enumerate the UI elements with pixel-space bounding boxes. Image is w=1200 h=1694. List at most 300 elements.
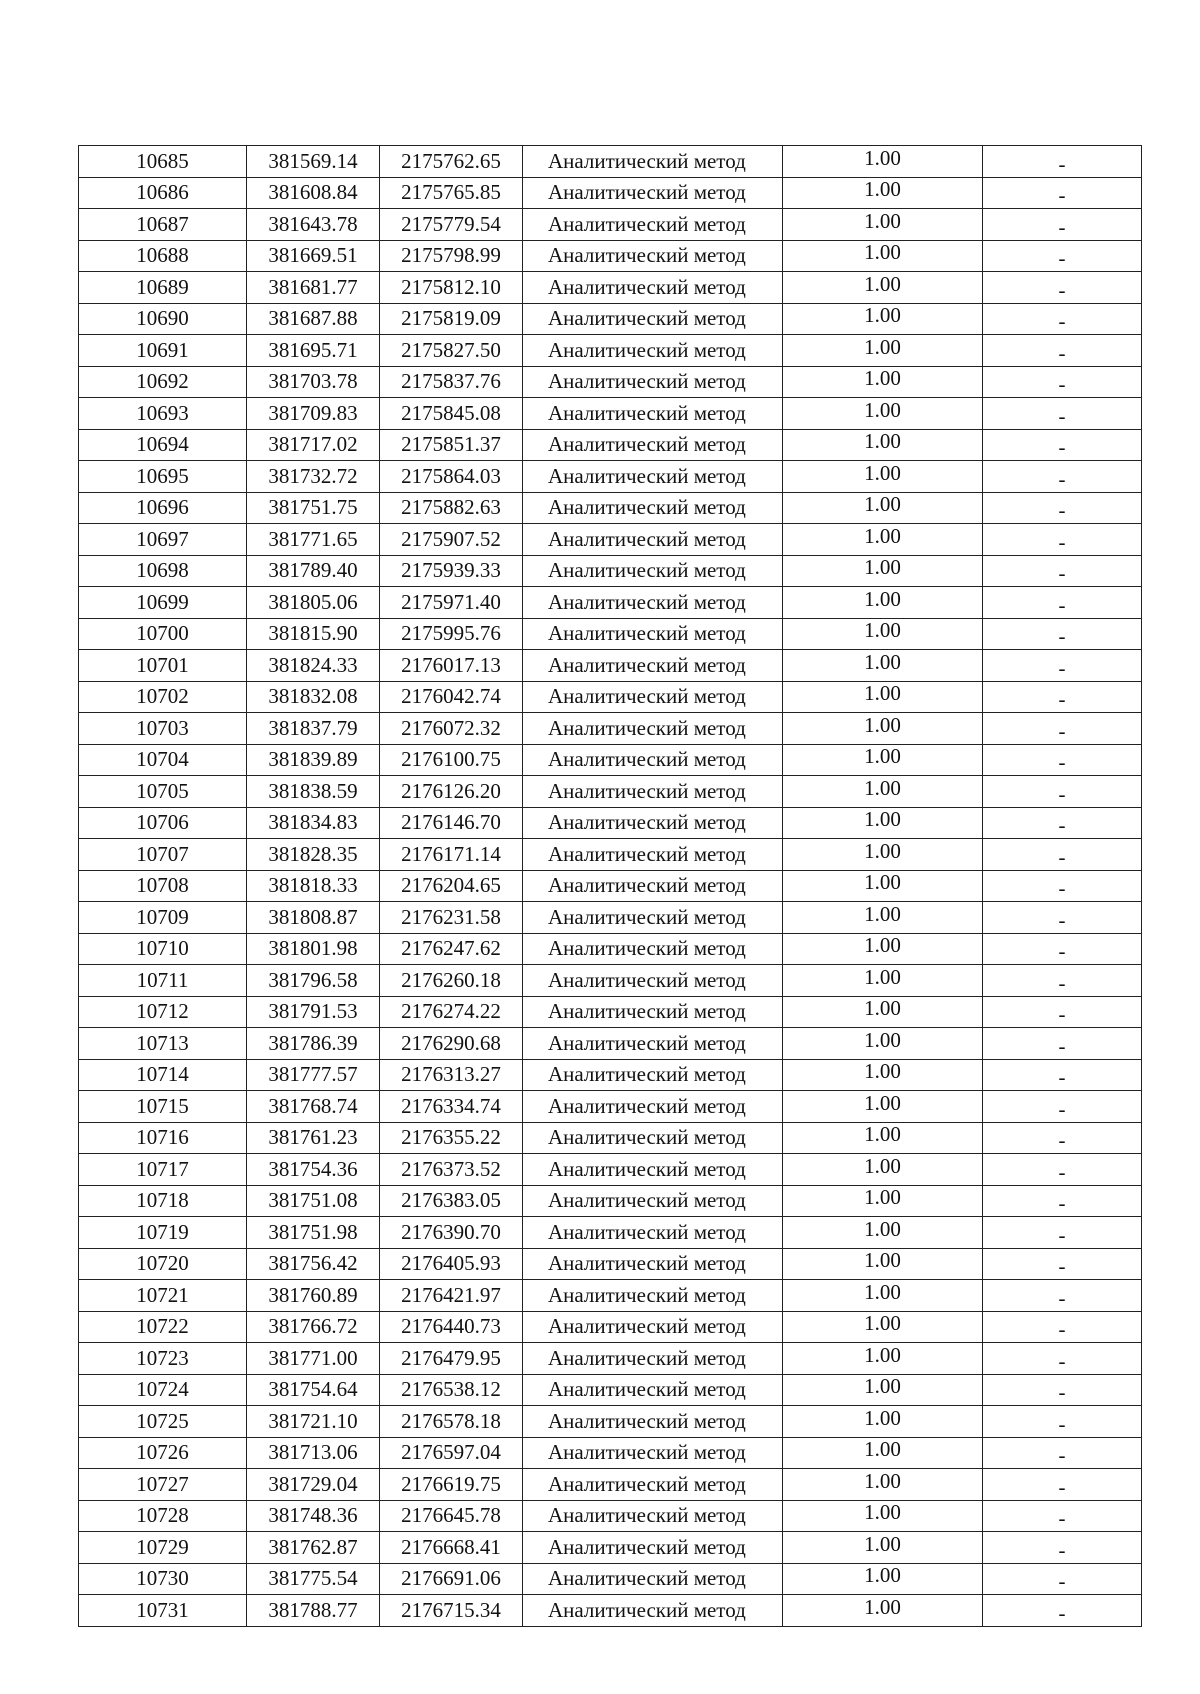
point-number-cell-text: 10719 [136,1219,189,1244]
method-cell [523,1280,783,1312]
point-number-cell-text: 10707 [136,841,189,866]
x-coordinate-cell-text: 381839.89 [268,747,358,772]
y-coordinate-cell [380,902,523,934]
y-coordinate-cell-text: 2175882.63 [401,495,501,520]
table-row [79,461,1142,493]
accuracy-cell [783,713,983,745]
y-coordinate-cell-text: 2176072.32 [401,715,501,740]
point-number-cell-text: 10715 [136,1093,189,1118]
x-coordinate-cell-text: 381751.75 [268,495,358,520]
note-cell-text: - [1058,151,1066,176]
method-cell [523,713,783,745]
method-cell [523,1437,783,1469]
accuracy-cell [783,1563,983,1595]
accuracy-cell [783,681,983,713]
accuracy-cell-text: 1.00 [864,681,901,706]
accuracy-cell-text: 1.00 [864,1216,901,1241]
table-row [79,1469,1142,1501]
table-row [79,965,1142,997]
method-cell [523,587,783,619]
point-number-cell [79,1595,247,1627]
accuracy-cell-text: 1.00 [864,397,901,422]
note-cell-text: - [1058,1285,1066,1310]
y-coordinate-cell-text: 2176390.70 [401,1219,501,1244]
x-coordinate-cell-text: 381751.08 [268,1188,358,1213]
accuracy-cell [783,1532,983,1564]
y-coordinate-cell [380,618,523,650]
note-cell [983,587,1142,619]
x-coordinate-cell [247,1437,380,1469]
note-cell-text: - [1058,1474,1066,1499]
point-number-cell-text: 10690 [136,306,189,331]
point-number-cell [79,1154,247,1186]
point-number-cell [79,335,247,367]
point-number-cell-text: 10692 [136,369,189,394]
accuracy-cell [783,587,983,619]
accuracy-cell [783,555,983,587]
x-coordinate-cell-text: 381713.06 [268,1440,358,1465]
y-coordinate-cell [380,1028,523,1060]
point-number-cell-text: 10709 [136,904,189,929]
table-row [79,681,1142,713]
x-coordinate-cell-text: 381777.57 [268,1062,358,1087]
note-cell [983,1595,1142,1627]
table-row [79,996,1142,1028]
table-row [79,618,1142,650]
note-cell [983,492,1142,524]
note-cell-text: - [1058,1506,1066,1531]
point-number-cell [79,1217,247,1249]
accuracy-cell [783,996,983,1028]
note-cell-text: - [1058,1128,1066,1153]
accuracy-cell-text: 1.00 [864,870,901,895]
method-cell-text: Аналитический метод [548,999,746,1024]
note-cell [983,335,1142,367]
y-coordinate-cell-text: 2176100.75 [401,747,501,772]
note-cell [983,965,1142,997]
accuracy-cell [783,398,983,430]
point-number-cell [79,1500,247,1532]
method-cell-text: Аналитический метод [548,747,746,772]
x-coordinate-cell-text: 381681.77 [268,274,358,299]
x-coordinate-cell-text: 381754.36 [268,1156,358,1181]
point-number-cell [79,839,247,871]
x-coordinate-cell-text: 381721.10 [268,1408,358,1433]
accuracy-cell [783,1374,983,1406]
table-row [79,209,1142,241]
x-coordinate-cell-text: 381788.77 [268,1597,358,1622]
point-number-cell-text: 10705 [136,778,189,803]
accuracy-cell [783,272,983,304]
y-coordinate-cell [380,839,523,871]
accuracy-cell [783,303,983,335]
table-row [79,555,1142,587]
point-number-cell-text: 10686 [136,180,189,205]
table-row [79,1374,1142,1406]
y-coordinate-cell [380,524,523,556]
note-cell-text: - [1058,498,1066,523]
point-number-cell [79,524,247,556]
accuracy-cell-text: 1.00 [864,964,901,989]
accuracy-cell [783,1154,983,1186]
y-coordinate-cell-text: 2176017.13 [401,652,501,677]
y-coordinate-cell [380,240,523,272]
point-number-cell [79,1059,247,1091]
note-cell [983,429,1142,461]
note-cell [983,1532,1142,1564]
note-cell [983,870,1142,902]
method-cell-text: Аналитический метод [548,1534,746,1559]
y-coordinate-cell [380,1154,523,1186]
method-cell-text: Аналитический метод [548,1440,746,1465]
point-number-cell-text: 10729 [136,1534,189,1559]
point-number-cell [79,1028,247,1060]
method-cell-text: Аналитический метод [548,652,746,677]
method-cell-text: Аналитический метод [548,589,746,614]
method-cell [523,1343,783,1375]
method-cell [523,1532,783,1564]
x-coordinate-cell-text: 381761.23 [268,1125,358,1150]
accuracy-cell [783,933,983,965]
note-cell [983,839,1142,871]
table-row [79,1343,1142,1375]
method-cell [523,1217,783,1249]
method-cell [523,1595,783,1627]
y-coordinate-cell-text: 2175845.08 [401,400,501,425]
x-coordinate-cell [247,335,380,367]
note-cell-text: - [1058,340,1066,365]
note-cell-text: - [1058,1317,1066,1342]
point-number-cell-text: 10718 [136,1188,189,1213]
point-number-cell-text: 10710 [136,936,189,961]
table-row [79,492,1142,524]
method-cell-text: Аналитический метод [548,243,746,268]
method-cell-text: Аналитический метод [548,1345,746,1370]
method-cell [523,839,783,871]
note-cell-text: - [1058,781,1066,806]
point-number-cell-text: 10688 [136,243,189,268]
y-coordinate-cell [380,1122,523,1154]
x-coordinate-cell [247,996,380,1028]
accuracy-cell [783,1500,983,1532]
accuracy-cell-text: 1.00 [864,334,901,359]
table-row [79,933,1142,965]
point-number-cell [79,933,247,965]
note-cell [983,366,1142,398]
y-coordinate-cell-text: 2176373.52 [401,1156,501,1181]
point-number-cell-text: 10691 [136,337,189,362]
point-number-cell-text: 10706 [136,810,189,835]
method-cell-text: Аналитический метод [548,1125,746,1150]
y-coordinate-cell [380,587,523,619]
point-number-cell-text: 10689 [136,274,189,299]
accuracy-cell-text: 1.00 [864,303,901,328]
method-cell-text: Аналитический метод [548,180,746,205]
x-coordinate-cell [247,272,380,304]
x-coordinate-cell [247,240,380,272]
point-number-cell-text: 10698 [136,558,189,583]
point-number-cell-text: 10704 [136,747,189,772]
note-cell-text: - [1058,1443,1066,1468]
accuracy-cell [783,776,983,808]
accuracy-cell-text: 1.00 [864,1342,901,1367]
x-coordinate-cell [247,1280,380,1312]
x-coordinate-cell-text: 381762.87 [268,1534,358,1559]
point-number-cell [79,1091,247,1123]
y-coordinate-cell-text: 2175995.76 [401,621,501,646]
point-number-cell [79,618,247,650]
table-row [79,1500,1142,1532]
point-number-cell [79,1185,247,1217]
table-row [79,303,1142,335]
table-row [79,744,1142,776]
method-cell-text: Аналитический метод [548,526,746,551]
note-cell [983,681,1142,713]
x-coordinate-cell [247,1091,380,1123]
method-cell-text: Аналитический метод [548,1156,746,1181]
y-coordinate-cell [380,1532,523,1564]
x-coordinate-cell-text: 381775.54 [268,1566,358,1591]
point-number-cell [79,681,247,713]
method-cell-text: Аналитический метод [548,1566,746,1591]
method-cell [523,650,783,682]
y-coordinate-cell [380,429,523,461]
table-row [79,1532,1142,1564]
note-cell-text: - [1058,403,1066,428]
y-coordinate-cell [380,1059,523,1091]
x-coordinate-cell [247,839,380,871]
method-cell [523,1311,783,1343]
y-coordinate-cell-text: 2176355.22 [401,1125,501,1150]
y-coordinate-cell-text: 2176440.73 [401,1314,501,1339]
y-coordinate-cell [380,335,523,367]
y-coordinate-cell-text: 2176405.93 [401,1251,501,1276]
accuracy-cell-text: 1.00 [864,271,901,296]
y-coordinate-cell [380,1469,523,1501]
y-coordinate-cell [380,303,523,335]
x-coordinate-cell-text: 381837.79 [268,715,358,740]
accuracy-cell-text: 1.00 [864,901,901,926]
x-coordinate-cell [247,650,380,682]
method-cell-text: Аналитический метод [548,1314,746,1339]
note-cell [983,303,1142,335]
y-coordinate-cell [380,1280,523,1312]
note-cell [983,1122,1142,1154]
x-coordinate-cell-text: 381805.06 [268,589,358,614]
table-row [79,335,1142,367]
y-coordinate-cell-text: 2176290.68 [401,1030,501,1055]
note-cell [983,1185,1142,1217]
method-cell-text: Аналитический метод [548,873,746,898]
x-coordinate-cell-text: 381791.53 [268,999,358,1024]
x-coordinate-cell [247,1343,380,1375]
y-coordinate-cell [380,744,523,776]
y-coordinate-cell-text: 2176479.95 [401,1345,501,1370]
method-cell-text: Аналитический метод [548,1251,746,1276]
y-coordinate-cell-text: 2176274.22 [401,999,501,1024]
accuracy-cell [783,870,983,902]
x-coordinate-cell-text: 381756.42 [268,1251,358,1276]
point-number-cell [79,776,247,808]
point-number-cell [79,1563,247,1595]
table-row [79,240,1142,272]
accuracy-cell [783,1185,983,1217]
y-coordinate-cell-text: 2176597.04 [401,1440,501,1465]
method-cell-text: Аналитический метод [548,148,746,173]
accuracy-cell [783,209,983,241]
method-cell-text: Аналитический метод [548,841,746,866]
x-coordinate-cell [247,807,380,839]
method-cell [523,1028,783,1060]
y-coordinate-cell [380,1091,523,1123]
accuracy-cell [783,1311,983,1343]
accuracy-cell [783,1343,983,1375]
accuracy-cell [783,807,983,839]
x-coordinate-cell [247,555,380,587]
table-row [79,1280,1142,1312]
note-cell-text: - [1058,466,1066,491]
note-cell [983,1248,1142,1280]
method-cell-text: Аналитический метод [548,432,746,457]
y-coordinate-cell-text: 2176538.12 [401,1377,501,1402]
point-number-cell-text: 10723 [136,1345,189,1370]
method-cell [523,303,783,335]
point-number-cell-text: 10716 [136,1125,189,1150]
table-row [79,1311,1142,1343]
x-coordinate-cell [247,492,380,524]
method-cell [523,1406,783,1438]
method-cell [523,1091,783,1123]
x-coordinate-cell [247,1059,380,1091]
y-coordinate-cell-text: 2175939.33 [401,558,501,583]
x-coordinate-cell-text: 381818.33 [268,873,358,898]
note-cell [983,807,1142,839]
y-coordinate-cell [380,1217,523,1249]
note-cell [983,1437,1142,1469]
accuracy-cell-text: 1.00 [864,1531,901,1556]
point-number-cell [79,744,247,776]
note-cell-text: - [1058,970,1066,995]
y-coordinate-cell-text: 2175907.52 [401,526,501,551]
point-number-cell-text: 10697 [136,526,189,551]
accuracy-cell [783,146,983,178]
accuracy-cell [783,1091,983,1123]
accuracy-cell-text: 1.00 [864,1405,901,1430]
point-number-cell [79,996,247,1028]
point-number-cell-text: 10728 [136,1503,189,1528]
point-number-cell [79,807,247,839]
method-cell [523,807,783,839]
accuracy-cell [783,1217,983,1249]
note-cell-text: - [1058,876,1066,901]
x-coordinate-cell-text: 381729.04 [268,1471,358,1496]
accuracy-cell [783,1595,983,1627]
note-cell-text: - [1058,277,1066,302]
x-coordinate-cell-text: 381834.83 [268,810,358,835]
x-coordinate-cell [247,587,380,619]
method-cell [523,366,783,398]
table-row [79,1154,1142,1186]
y-coordinate-cell-text: 2176421.97 [401,1282,501,1307]
accuracy-cell [783,1122,983,1154]
x-coordinate-cell-text: 381786.39 [268,1030,358,1055]
accuracy-cell-text: 1.00 [864,240,901,265]
method-cell-text: Аналитический метод [548,211,746,236]
y-coordinate-cell-text: 2176578.18 [401,1408,501,1433]
y-coordinate-cell [380,681,523,713]
accuracy-cell-text: 1.00 [864,712,901,737]
y-coordinate-cell-text: 2175864.03 [401,463,501,488]
method-cell [523,209,783,241]
x-coordinate-cell-text: 381801.98 [268,936,358,961]
note-cell-text: - [1058,1254,1066,1279]
method-cell-text: Аналитический метод [548,936,746,961]
y-coordinate-cell-text: 2176171.14 [401,841,501,866]
point-number-cell-text: 10714 [136,1062,189,1087]
table-row [79,1563,1142,1595]
method-cell-text: Аналитический метод [548,715,746,740]
x-coordinate-cell [247,1028,380,1060]
accuracy-cell-text: 1.00 [864,366,901,391]
accuracy-cell-text: 1.00 [864,208,901,233]
point-number-cell-text: 10722 [136,1314,189,1339]
note-cell-text: - [1058,1033,1066,1058]
note-cell [983,555,1142,587]
point-number-cell-text: 10700 [136,621,189,646]
x-coordinate-cell [247,209,380,241]
accuracy-cell [783,1437,983,1469]
table-row [79,839,1142,871]
accuracy-cell [783,1469,983,1501]
point-number-cell [79,587,247,619]
x-coordinate-cell-text: 381717.02 [268,432,358,457]
note-cell-text: - [1058,183,1066,208]
table-row [79,1091,1142,1123]
table-row [79,1217,1142,1249]
accuracy-cell-text: 1.00 [864,996,901,1021]
note-cell-text: - [1058,813,1066,838]
y-coordinate-cell [380,776,523,808]
y-coordinate-cell-text: 2175762.65 [401,148,501,173]
method-cell [523,870,783,902]
method-cell-text: Аналитический метод [548,558,746,583]
y-coordinate-cell [380,807,523,839]
table-row [79,1406,1142,1438]
method-cell-text: Аналитический метод [548,495,746,520]
point-number-cell-text: 10724 [136,1377,189,1402]
note-cell-text: - [1058,435,1066,460]
method-cell-text: Аналитический метод [548,1377,746,1402]
point-number-cell [79,1374,247,1406]
note-cell-text: - [1058,1222,1066,1247]
y-coordinate-cell [380,177,523,209]
method-cell [523,681,783,713]
note-cell [983,209,1142,241]
table-row [79,1122,1142,1154]
coordinates-table-body [79,146,1142,1627]
y-coordinate-cell-text: 2176126.20 [401,778,501,803]
x-coordinate-cell-text: 381643.78 [268,211,358,236]
point-number-cell-text: 10717 [136,1156,189,1181]
note-cell [983,618,1142,650]
method-cell-text: Аналитический метод [548,274,746,299]
point-number-cell-text: 10693 [136,400,189,425]
point-number-cell-text: 10708 [136,873,189,898]
note-cell-text: - [1058,655,1066,680]
note-cell-text: - [1058,246,1066,271]
x-coordinate-cell [247,524,380,556]
y-coordinate-cell-text: 2176715.34 [401,1597,501,1622]
